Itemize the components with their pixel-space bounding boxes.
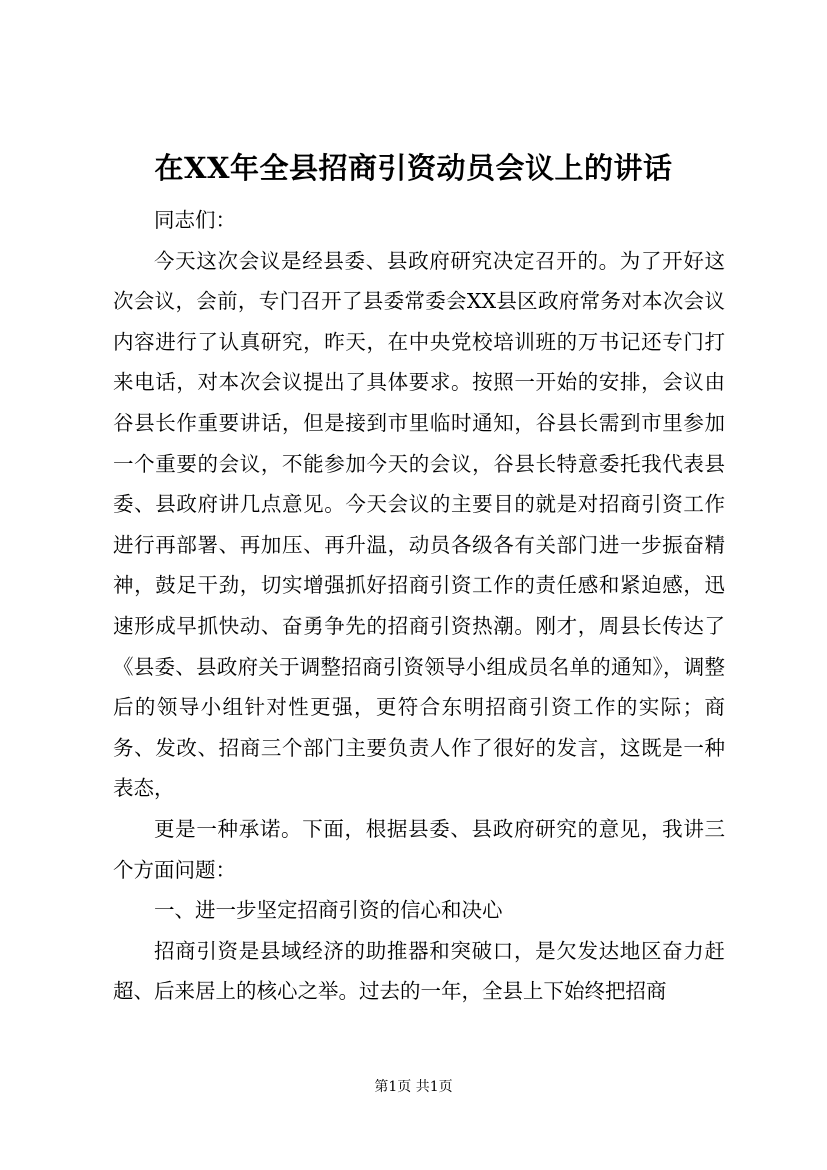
body-paragraph: 招商引资是县域经济的助推器和突破口，是欠发达地区奋力赶超、后来居上的核心之举。过去的一年，全县上下始终把招商 [113,938,725,1004]
body-paragraph: 更是一种承诺。下面，根据县委、县政府研究的意见，我讲三个方面问题： [113,816,725,882]
document-body [113,200,725,1012]
section-heading: 一、进一步坚定招商引资的信心和决心 [154,898,503,923]
document-title: 在XX年全县招商引资动员会议上的讲话 [154,151,673,185]
body-paragraph: 今天这次会议是经县委、县政府研究决定召开的。为了开好这次会议，会前，专门召开了县委常委会XX县区政府常务对本次会议内容进行了认真研究，昨天，在中央党校培训班的万书记还专门打来电话，对本次会议提出了具体要求。按照一开始的安排，会议由谷县长作重要讲话，但是接到市里临时通知，谷县长需到市里参加一个重要的会议，不能参加今天的会议，谷县长特意委托我代表县委、县政府讲几点意见。今天会议的主要目的就是对招商引资工作进行再部署、再加压、再升温，动员各级各有关部门进一步振奋精神，鼓足干劲，切实增强抓好招商引资工作的责任感和紧迫感，迅速形成早抓快动、奋勇争先的招商引资热潮。刚才，周县长传达了《县委、县政府关于调整招商引资领导小组成员名单的通知》，调整后的领导小组针对性更强，更符合东明招商引资工作的实际；商务、发改、招商三个部门主要负责人作了很好的发言，这既是一种表态， [113,248,725,801]
page-footer: 第1页 共1页 [374,1079,453,1095]
salutation-paragraph: 同志们： [154,208,236,232]
